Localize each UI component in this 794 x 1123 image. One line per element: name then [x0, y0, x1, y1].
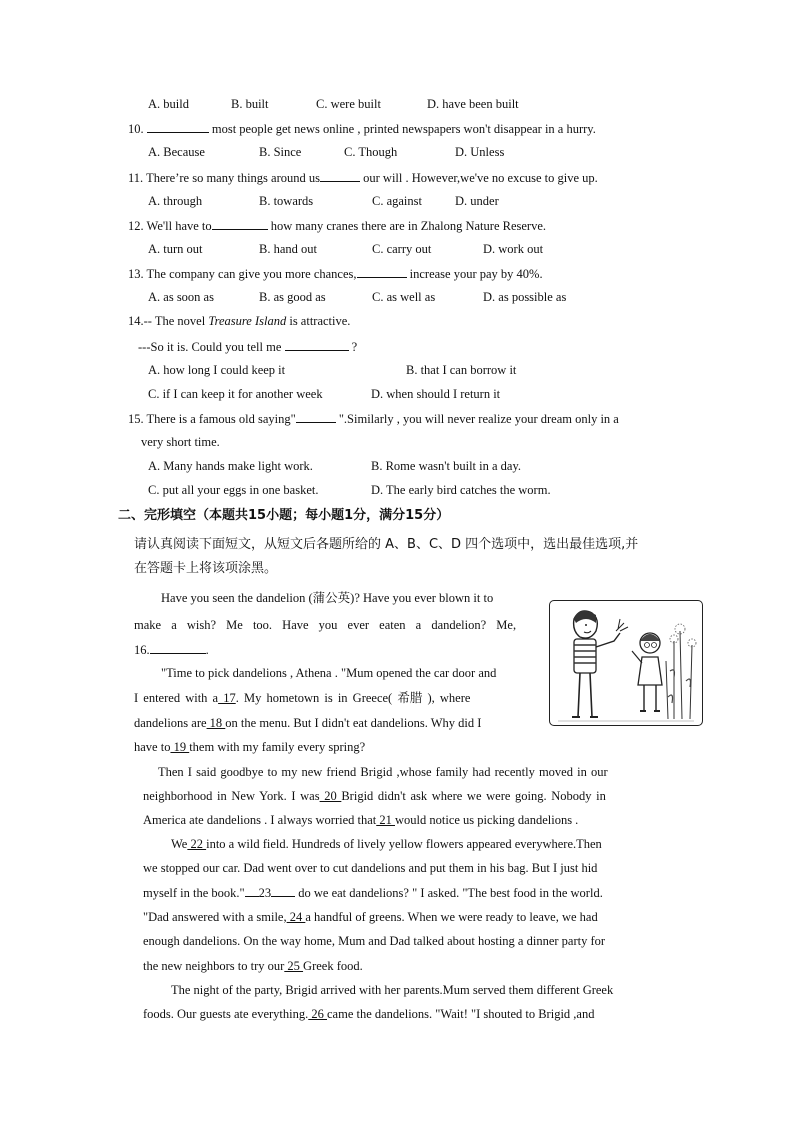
- q13-option-a: A. as soon as: [148, 290, 214, 304]
- passage-text: do we eat dandelions? " I asked. "The best food in the world.: [295, 886, 603, 900]
- passage-line: make a wish? Me too. Have you ever eaten a dandelion? Me,: [134, 618, 517, 632]
- passage-text: came the dandelions. "Wait! "I shouted to Brigid ,and: [327, 1007, 595, 1021]
- q15-option-b: B. Rome wasn't built in a day.: [371, 459, 522, 473]
- passage-text: Greek food.: [303, 959, 363, 973]
- question-number: 11.: [128, 171, 144, 185]
- passage-text: on the menu. But I didn't eat dandelions. Why did I: [225, 716, 482, 730]
- question-14: [128, 313, 350, 329]
- answer-blank: [296, 410, 336, 423]
- q11-option-b: B. towards: [259, 194, 314, 208]
- blank-number: 16.: [134, 643, 150, 657]
- q9-option-b: B. built: [231, 97, 269, 111]
- q12-option-c: C. carry out: [372, 242, 432, 256]
- passage-line: [134, 641, 209, 658]
- section-heading: 二、完形填空（本题共15小题；每小题1分，满分15分）: [118, 508, 450, 523]
- q14-option-d: D. when should I return it: [371, 387, 501, 401]
- question-text: ?: [348, 340, 358, 354]
- answer-blank: [271, 884, 295, 897]
- q9-option-c: C. were built: [316, 97, 381, 111]
- q10-option-b: B. Since: [259, 145, 302, 159]
- question-text: There’re so many things around us: [143, 171, 320, 185]
- passage-text: America ate dandelions . I always worried that: [143, 813, 377, 827]
- passage-text: I entered with a: [134, 691, 219, 705]
- q14-option-a: A. how long I could keep it: [148, 363, 286, 377]
- answer-blank: [320, 169, 360, 182]
- blank-22: 22: [187, 837, 207, 851]
- question-text: We'll have to: [143, 219, 212, 233]
- passage-line: [143, 788, 606, 804]
- answer-blank: [285, 338, 349, 351]
- question-15: [128, 410, 619, 427]
- passage-text: myself in the book.": [143, 886, 245, 900]
- passage-line: [143, 884, 603, 901]
- answer-blank: [150, 641, 206, 654]
- q15-option-c: C. put all your eggs in one basket.: [148, 483, 319, 497]
- passage-text: them with my family every spring?: [189, 740, 366, 754]
- passage-line: [171, 836, 602, 852]
- q10-option-d: D. Unless: [455, 145, 505, 159]
- passage-text: Brigid didn't ask where we were going. Nobody in: [341, 789, 606, 803]
- section-instruction-cont: 在答题卡上将该项涂黑。: [134, 561, 278, 576]
- passage-text: neighborhood in New York. I was: [143, 789, 320, 803]
- question-number: 12.: [128, 219, 144, 233]
- q13-option-b: B. as good as: [259, 290, 326, 304]
- answer-blank: [245, 884, 259, 897]
- q10-option-c: C. Though: [344, 145, 398, 159]
- question-text: most people get news online , printed newspapers won't disappear in a hurry.: [208, 122, 596, 136]
- q11-option-c: C. against: [372, 194, 422, 208]
- passage-text: . My hometown is in Greece( 希腊 ), where: [235, 691, 471, 705]
- passage-text: .: [205, 643, 209, 657]
- blank-19: 19: [170, 740, 190, 754]
- passage-line: Then I said goodbye to my new friend Brigid ,whose family had recently moved in our: [158, 765, 608, 779]
- question-15-cont: very short time.: [141, 435, 220, 449]
- passage-line: we stopped our car. Dad went over to cut dandelions and put them in his bag. But I just hid: [143, 861, 598, 875]
- question-number: 13.: [128, 267, 144, 281]
- q10-option-a: A. Because: [148, 145, 205, 159]
- passage-line: The night of the party, Brigid arrived with her parents.Mum served them different Greek: [171, 983, 614, 997]
- question-text: ".Similarly , you will never realize your dream only in a: [335, 412, 619, 426]
- q14-option-b: B. that I can borrow it: [406, 363, 517, 377]
- q9-option-a: A. build: [148, 97, 189, 111]
- passage-text: have to: [134, 740, 171, 754]
- passage-line: [134, 739, 365, 755]
- q11-option-a: A. through: [148, 194, 203, 208]
- passage-text: dandelions are: [134, 716, 207, 730]
- passage-text: We: [171, 837, 188, 851]
- q15-option-a: A. Many hands make light work.: [148, 459, 313, 473]
- passage-text: the new neighbors to try our: [143, 959, 285, 973]
- passage-line: [134, 690, 470, 706]
- question-text: ---So it is. Could you tell me: [138, 340, 285, 354]
- question-text: 15. There is a famous old saying": [128, 412, 296, 426]
- question-text: 14.-- The novel: [128, 314, 209, 328]
- passage-line: enough dandelions. On the way home, Mum and Dad talked about hosting a dinner party for: [143, 934, 606, 948]
- passage-line: Have you seen the dandelion (蒲公英)? Have you ever blown it to: [161, 591, 494, 605]
- question-number: 10.: [128, 122, 144, 136]
- blank-25: 25: [284, 959, 304, 973]
- passage-line: [134, 715, 481, 731]
- blank-26: 26: [308, 1007, 327, 1021]
- answer-blank: [357, 265, 407, 278]
- passage-line: [143, 909, 598, 925]
- question-13: [128, 265, 543, 282]
- q14-option-c: C. if I can keep it for another week: [148, 387, 323, 401]
- q15-option-d: D. The early bird catches the worm.: [371, 483, 551, 497]
- blank-21: 21: [376, 813, 395, 827]
- blank-24: 24: [286, 910, 306, 924]
- passage-line: [143, 812, 578, 828]
- q13-option-c: C. as well as: [372, 290, 436, 304]
- passage-text: foods. Our guests ate everything.: [143, 1007, 309, 1021]
- question-text: how many cranes there are in Zhalong Nature Reserve.: [267, 219, 546, 233]
- question-11: [128, 169, 598, 186]
- q11-option-d: D. under: [455, 194, 499, 208]
- blank-20: 20: [319, 789, 342, 803]
- answer-blank: [212, 217, 268, 230]
- passage-text: into a wild field. Hundreds of lively yellow flowers appeared everywhere.Then: [206, 837, 602, 851]
- passage-text: "Dad answered with a smile,: [143, 910, 287, 924]
- story-illustration: [549, 600, 703, 726]
- q13-option-d: D. as possible as: [483, 290, 567, 304]
- blank-17: 17: [218, 691, 236, 705]
- answer-blank: [147, 120, 209, 133]
- passage-line: "Time to pick dandelions , Athena . "Mum opened the car door and: [161, 666, 497, 680]
- blank-18: 18: [206, 716, 226, 730]
- q12-option-d: D. work out: [483, 242, 544, 256]
- q9-option-d: D. have been built: [427, 97, 519, 111]
- question-text: our will . However,we've no excuse to give up.: [360, 171, 598, 185]
- question-14-reply: [138, 338, 357, 355]
- question-text: is attractive.: [286, 314, 351, 328]
- passage-text: a handful of greens. When we were ready to leave, we had: [305, 910, 598, 924]
- blank-23: 23: [258, 886, 272, 900]
- question-10: [128, 120, 596, 137]
- question-text: increase your pay by 40%.: [406, 267, 543, 281]
- question-12: [128, 217, 546, 234]
- passage-line: [143, 1006, 594, 1022]
- dandelion-scene-image: [550, 601, 702, 725]
- section-instruction: 请认真阅读下面短文，从短文后各题所给的 A、B、C、D 四个选项中，选出最佳选项,并: [134, 537, 639, 552]
- passage-text: would notice us picking dandelions .: [395, 813, 579, 827]
- passage-line: [143, 958, 363, 974]
- book-title: Treasure Island: [208, 314, 287, 328]
- question-text: The company can give you more chances,: [143, 267, 357, 281]
- q12-option-b: B. hand out: [259, 242, 317, 256]
- q12-option-a: A. turn out: [148, 242, 203, 256]
